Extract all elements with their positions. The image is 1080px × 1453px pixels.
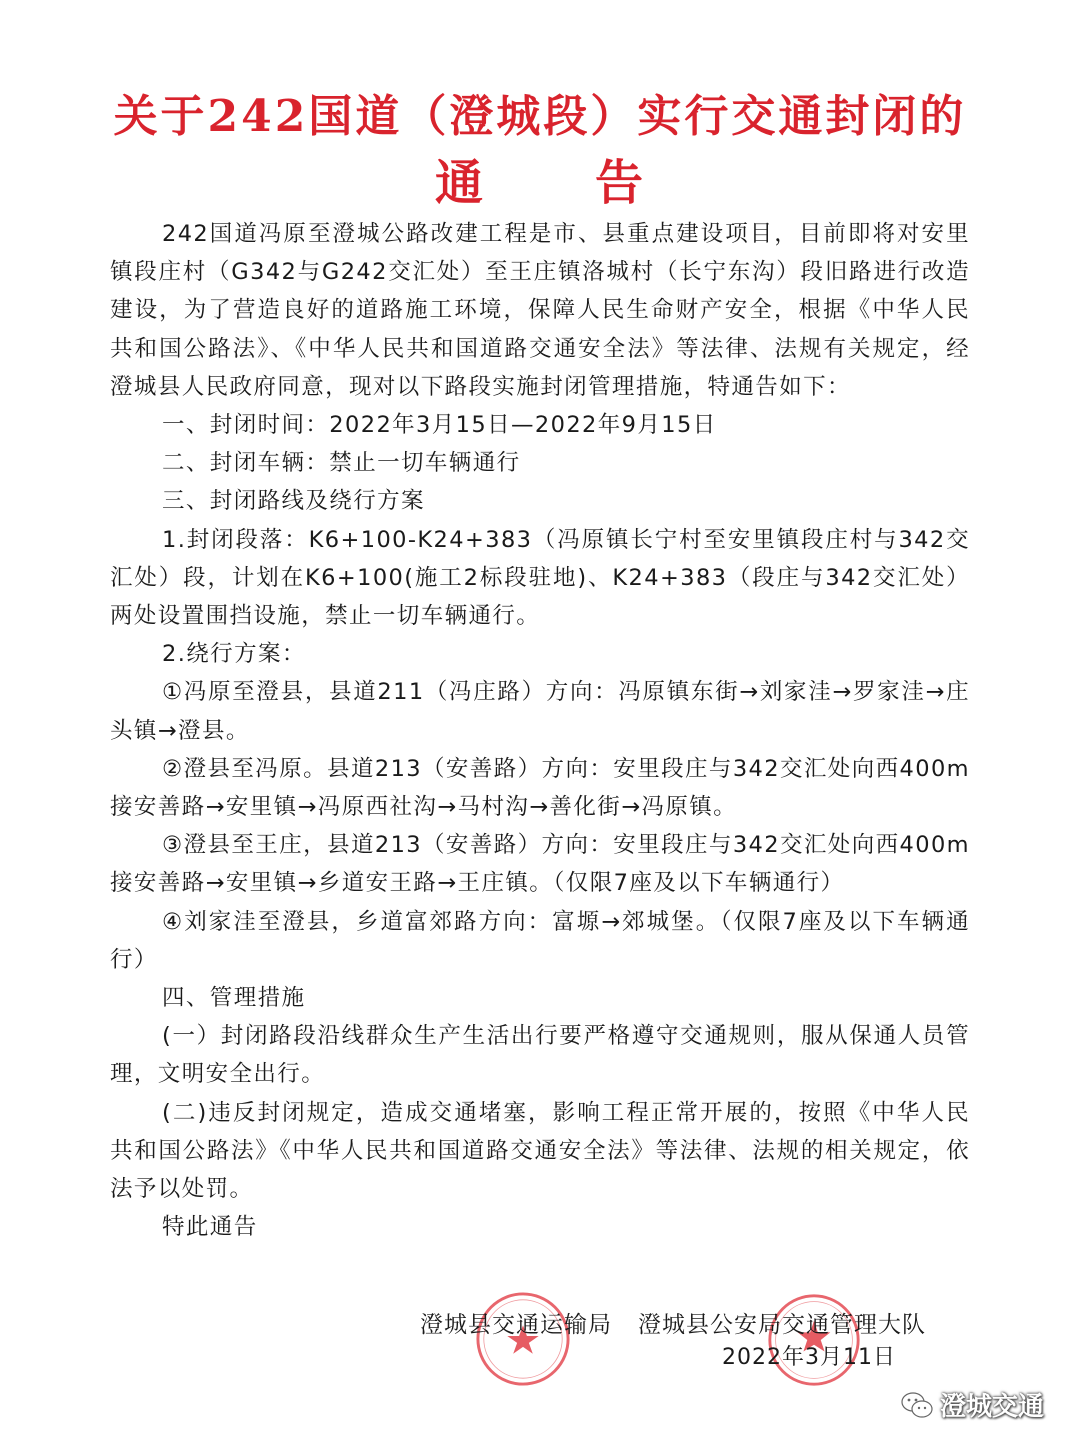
detour-route-1: ①冯原至澄县，县道211（冯庄路）方向：冯原镇东街→刘家洼→罗家洼→庄头镇→澄县。: [110, 679, 970, 744]
closure-vehicles: 二、封闭车辆：禁止一切车辆通行: [162, 450, 521, 477]
measure-2: (二)违反封闭规定，造成交通堵塞，影响工程正常开展的，按照《中华人民共和国公路法》《中华人民共和国道路交通安全法》等法律、法规的相关规定，依法予以处罚。: [110, 1099, 970, 1203]
notice-title-line1: 关于242国道（澄城段）实行交通封闭的: [113, 91, 967, 142]
detour-route-4: ④刘家洼至澄县，乡道富郊路方向：富塬→郊城堡。（仅限7座及以下车辆通行）: [110, 908, 970, 973]
wechat-icon: [900, 1390, 934, 1420]
signature-org-police: 澄城县公安局交通管理大队: [638, 1312, 926, 1338]
closure-time: 一、封闭时间：2022年3月15日—2022年9月15日: [162, 412, 717, 439]
seal-stamp-transport-bureau: [474, 1290, 572, 1388]
title-char-tong: 通: [434, 155, 485, 211]
closing-line: 特此通告: [162, 1214, 258, 1241]
watermark-text: 澄城交通: [940, 1392, 1045, 1422]
closure-route-heading: 三、封闭路线及绕行方案: [162, 488, 425, 515]
management-heading: 四、管理措施: [162, 985, 306, 1012]
signature-org-transport: 澄城县交通运输局: [420, 1312, 612, 1338]
detour-heading: 2.绕行方案：: [162, 641, 306, 668]
intro-paragraph: 242国道冯原至澄城公路改建工程是市、县重点建设项目，目前即将对安里镇段庄村（G342与G242交汇处）至王庄镇洛城村（长宁东沟）段旧路进行改造建设，为了营造良好的道路施工环境，保障人民生命财产安全，根据《中华人民共和国公路法》、《中华人民共和国道路交通安全法》等法律、法规有关规定，经澄城县人民政府同意，现对以下路段实施封闭管理措施，特通告如下：: [110, 221, 970, 400]
watermark: [900, 1386, 1044, 1423]
notice-body: [110, 215, 970, 1246]
notice-title-line2: [0, 144, 1080, 213]
title-char-gao: 告: [595, 155, 646, 211]
measure-1: (一）封闭路段沿线群众生产生活出行要严格遵守交通规则，服从保通人员管理，文明安全出行。: [110, 1023, 970, 1088]
signature-date: 2022年3月11日: [722, 1345, 896, 1370]
closure-section: 1.封闭段落：K6+100-K24+383（冯原镇长宁村至安里镇段庄村与342交汇处）段，计划在K6+100(施工2标段驻地)、K24+383（段庄与342交汇处）两处设置围挡设施，禁止一切车辆通行。: [110, 526, 970, 630]
detour-route-3: ③澄县至王庄，县道213（安善路）方向：安里段庄与342交汇处向西400m接安善路→安里镇→乡道安王路→王庄镇。（仅限7座及以下车辆通行）: [110, 832, 970, 897]
signature-row: [420, 1306, 980, 1339]
detour-route-2: ②澄县至冯原。县道213（安善路）方向：安里段庄与342交汇处向西400m接安善路→安里镇→冯原西社沟→马村沟→善化街→冯原镇。: [110, 755, 970, 821]
